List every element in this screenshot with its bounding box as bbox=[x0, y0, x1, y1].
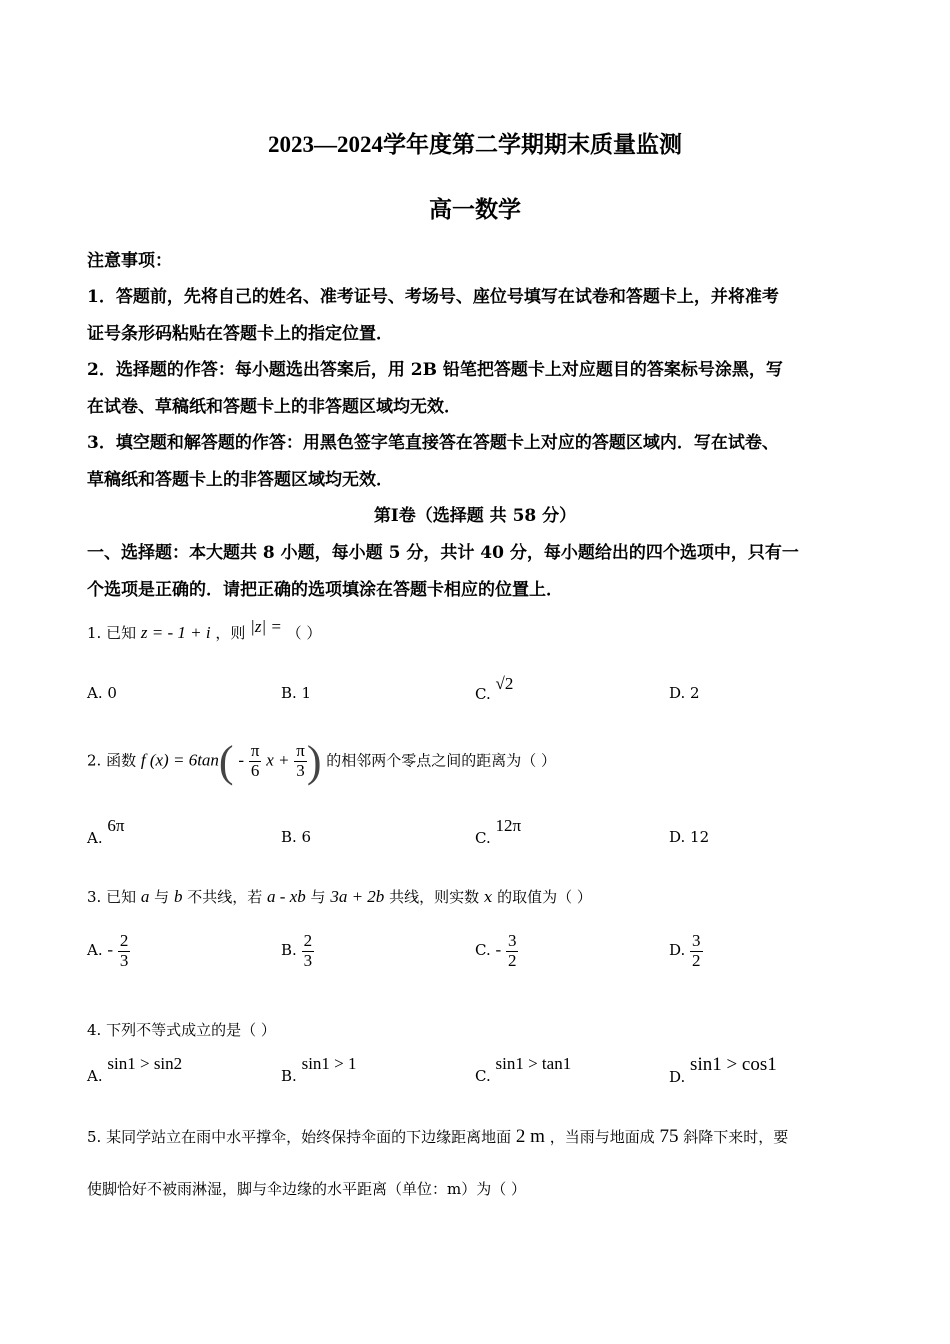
notice-item-1-line-2: 证号条形码粘贴在答题卡上的指定位置． bbox=[87, 324, 393, 344]
q3-option-c-label: C. bbox=[475, 941, 491, 960]
part1-instruction-line-1: 一、选择题：本大题共 8 小题，每小题 5 分，共计 40 分，每小题给出的四个选项中，只有一 bbox=[87, 543, 799, 563]
notice-item-2-line-2: 在试卷、草稿纸和答题卡上的非答题区域均无效． bbox=[87, 397, 461, 417]
q4-option-b-label: B. bbox=[281, 1067, 297, 1085]
q2-function: f (x) = 6tan bbox=[140, 750, 219, 770]
q5-text-3: 斜降下来时，要 bbox=[683, 1128, 789, 1146]
q3-suffix: 的取值为（ ） bbox=[497, 888, 592, 906]
q1-option-c-label: C. bbox=[475, 685, 491, 703]
q1-option-a: A. 0 bbox=[87, 684, 117, 702]
q4-option-b-value: sin1 > 1 bbox=[301, 1054, 357, 1073]
notice-item-3-line-1: 3．填空题和解答题的作答：用黑色签字笔直接答在答题卡上对应的答题区域内．写在试卷、 bbox=[87, 433, 779, 453]
q3-expression-2: 3a + 2b bbox=[330, 887, 385, 906]
q1-option-d: D. 2 bbox=[669, 684, 700, 702]
exam-title: 2023—2024学年度第二学期期末质量监测 bbox=[268, 132, 682, 157]
q3-option-c bbox=[475, 932, 518, 970]
notice-item-1-line-1: 1．答题前，先将自己的姓名、准考证号、考场号、座位号填写在试卷和答题卡上，并将准考 bbox=[87, 287, 779, 307]
q3-middle-2: 与 bbox=[310, 888, 326, 906]
q2-suffix: 的相邻两个零点之间的距离为（ ） bbox=[326, 751, 557, 770]
q4-option-c-label: C. bbox=[475, 1067, 491, 1085]
q1-paren: （ ） bbox=[286, 624, 322, 642]
q3-middle-1: 不共线，若 bbox=[187, 888, 263, 906]
question-4: 4. 下列不等式成立的是（ ） bbox=[87, 1021, 276, 1039]
q3-middle-3: 共线，则实数 bbox=[389, 888, 480, 906]
q2-option-c-value: 12π bbox=[495, 816, 522, 835]
q1-prefix: 1. 已知 bbox=[87, 624, 137, 642]
notice-item-3-line-2: 草稿纸和答题卡上的非答题区域均无效． bbox=[87, 470, 393, 490]
q4-option-c bbox=[475, 1054, 572, 1086]
q3-option-d-fraction: $\frac{3}{2}$ bbox=[692, 931, 701, 970]
q3-option-a bbox=[87, 932, 130, 970]
notice-item-2-line-1: 2．选择题的作答：每小题选出答案后，用 2B 铅笔把答题卡上对应题目的答案标号涂黑，写 bbox=[87, 360, 783, 380]
q4-option-d-value: sin1 > cos1 bbox=[690, 1054, 777, 1075]
q1-middle: ，则 bbox=[215, 624, 246, 642]
q1-expression: z = - 1 + i bbox=[140, 623, 211, 642]
q1-option-b: B. 1 bbox=[281, 684, 312, 702]
left-paren-icon: ( bbox=[218, 737, 234, 786]
q1-option-c bbox=[475, 674, 514, 704]
right-paren-icon: ) bbox=[306, 737, 322, 786]
q1-abs-expression: |z| = bbox=[250, 617, 282, 636]
q2-option-a-label: A. bbox=[87, 829, 103, 847]
q2-option-b: B. 6 bbox=[281, 828, 312, 846]
q3-expression-1: a - xb bbox=[267, 887, 306, 906]
question-3 bbox=[87, 886, 592, 907]
q4-option-d bbox=[669, 1054, 777, 1088]
q3-vector-b: b bbox=[173, 887, 183, 906]
q3-option-b-fraction: $\frac{2}{3}$ bbox=[303, 931, 313, 970]
q3-vector-a: a bbox=[140, 887, 150, 906]
q2-option-d: D. 12 bbox=[669, 828, 710, 846]
q4-option-a-label: A. bbox=[87, 1067, 103, 1085]
exam-subject: 高一数学 bbox=[429, 197, 521, 222]
q4-option-c-value: sin1 > tan1 bbox=[495, 1054, 572, 1073]
q3-option-b-label: B. bbox=[281, 941, 297, 960]
q3-option-a-label: A. bbox=[87, 941, 103, 960]
q4-option-d-label: D. bbox=[669, 1068, 686, 1086]
q3-option-d-label: D. bbox=[669, 941, 686, 960]
notice-heading: 注意事项： bbox=[87, 251, 172, 271]
q3-option-c-minus: - bbox=[495, 940, 502, 960]
q2-option-c-label: C. bbox=[475, 829, 491, 847]
q5-text-2: ，当雨与地面成 bbox=[549, 1128, 655, 1146]
q2-option-a-value: 6π bbox=[107, 816, 125, 835]
q2-minus: - bbox=[238, 750, 245, 770]
q3-option-b bbox=[281, 932, 314, 970]
q2-x-plus: x + bbox=[266, 750, 290, 770]
q3-prefix: 3. 已知 bbox=[87, 888, 137, 906]
question-5-line-1 bbox=[87, 1126, 788, 1148]
q5-text-1: 5. 某同学站立在雨中水平撑伞，始终保持伞面的下边缘距离地面 bbox=[87, 1128, 512, 1146]
q2-prefix: 2. 函数 bbox=[87, 751, 137, 770]
q3-option-a-fraction: $\frac{2}{3}$ bbox=[119, 931, 129, 970]
q4-option-a bbox=[87, 1054, 183, 1086]
question-5-line-2: 使脚恰好不被雨淋湿，脚与伞边缘的水平距离（单位：m）为（ ） bbox=[87, 1180, 526, 1198]
q2-option-a bbox=[87, 816, 125, 848]
q3-option-c-fraction: $\frac{3}{2}$ bbox=[507, 931, 517, 970]
q3-and: 与 bbox=[154, 888, 170, 906]
q3-variable-x: x bbox=[483, 888, 493, 906]
q2-option-c bbox=[475, 816, 522, 848]
part1-instruction-line-2: 个选项是正确的．请把正确的选项填涂在答题卡相应的位置上． bbox=[87, 580, 563, 600]
q2-fraction-pi-3: $\frac{\pi}{3}$ bbox=[296, 741, 305, 780]
q3-option-d bbox=[669, 932, 703, 970]
q5-angle: 75 bbox=[659, 1126, 679, 1147]
q5-height: 2 m bbox=[515, 1126, 545, 1147]
volume-title: 第Ⅰ卷（选择题 共 58 分） bbox=[373, 506, 577, 526]
question-1 bbox=[87, 617, 322, 643]
q3-option-a-minus: - bbox=[107, 940, 114, 960]
q1-option-c-value: √2 bbox=[495, 674, 514, 693]
q4-option-b bbox=[281, 1054, 357, 1086]
q4-option-a-value: sin1 > sin2 bbox=[107, 1054, 183, 1073]
q2-fraction-pi-6: $\frac{\pi}{6}$ bbox=[250, 741, 260, 780]
question-2 bbox=[87, 736, 556, 787]
